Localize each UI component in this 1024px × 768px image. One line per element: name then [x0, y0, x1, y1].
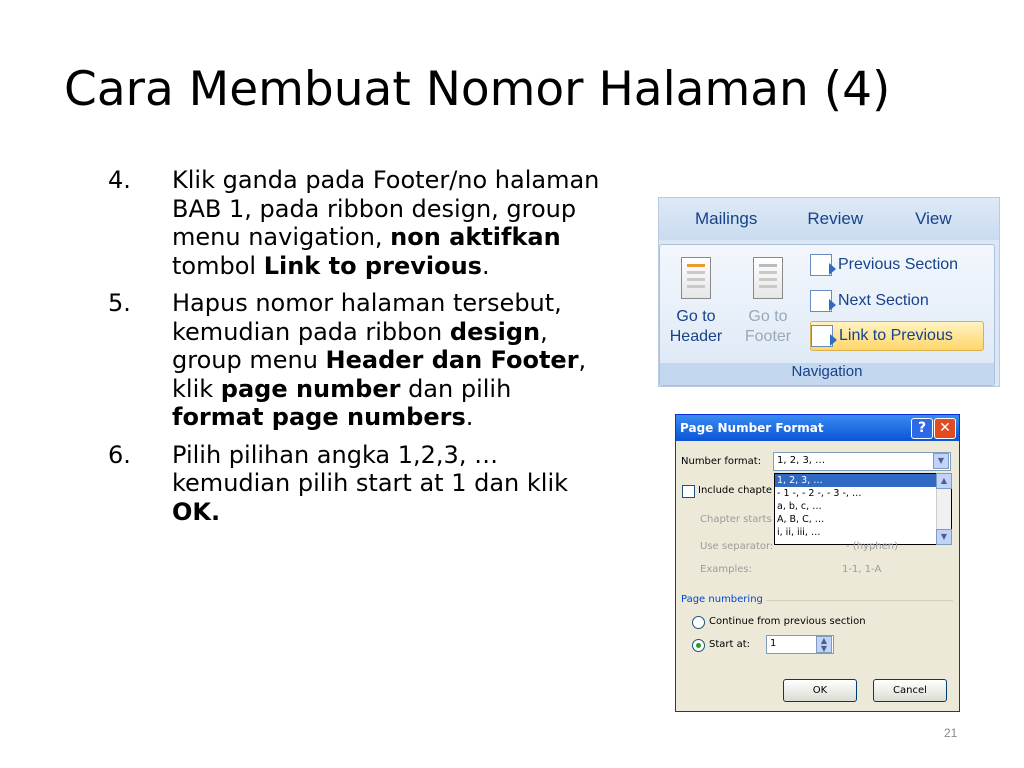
bold-text: non aktifkan [390, 223, 561, 251]
start-at-input[interactable] [766, 635, 834, 654]
spinner-icon[interactable]: ▲ ▼ [816, 636, 832, 653]
start-at-value: 1 [770, 638, 777, 649]
text-run: . [481, 251, 490, 280]
group-label: Navigation [660, 363, 994, 385]
tab-mailings[interactable]: Mailings [695, 209, 758, 228]
list-item[interactable]: a, b, c, … [777, 501, 822, 512]
examples-value: 1-1, 1-A [842, 564, 882, 575]
bold-text: design [449, 317, 541, 346]
chevron-down-icon[interactable]: ▼ [933, 453, 949, 469]
page-number-format-dialog [675, 414, 960, 712]
ribbon-tabs [659, 198, 999, 240]
list-item[interactable]: A, B, C, … [777, 514, 825, 525]
bold-text: OK. [172, 497, 221, 526]
slide-page-number: 21 [944, 726, 958, 740]
go-to-header-button[interactable] [666, 257, 726, 347]
step-text [172, 166, 608, 280]
continue-radio[interactable] [692, 616, 705, 629]
link-icon [811, 325, 833, 347]
previous-section-button[interactable] [810, 251, 982, 279]
previous-section-label: Previous Section [838, 256, 959, 273]
footer-icon [753, 257, 783, 299]
cancel-button[interactable]: Cancel [873, 679, 947, 702]
text-run: Klik ganda pada Footer/no halaman BAB 1, pada ribbon design, group menu navigation, [172, 166, 600, 251]
separator-value: - (hyphen) [846, 541, 899, 552]
tab-view[interactable]: View [915, 209, 952, 228]
examples-label: Examples: [700, 564, 752, 575]
step-item [108, 166, 608, 280]
next-section-icon [810, 290, 832, 312]
link-to-previous-label: Link to Previous [839, 327, 953, 344]
step-number: 4. [108, 166, 131, 194]
list-item[interactable]: 1, 2, 3, … [775, 474, 951, 487]
include-chapter-checkbox[interactable] [682, 485, 695, 498]
ok-button[interactable]: OK [783, 679, 857, 702]
scroll-up-icon[interactable]: ▲ [936, 473, 952, 489]
number-format-dropdown[interactable] [774, 473, 952, 545]
number-format-label: Number format: [681, 456, 762, 467]
go-to-footer-label: Go to Footer [744, 308, 792, 345]
slide-title: Cara Membuat Nomor Halaman (4) [64, 62, 891, 117]
tab-review[interactable]: Review [807, 209, 864, 228]
divider [766, 600, 953, 601]
go-to-header-label: Go to Header [669, 308, 723, 345]
dropdown-scrollbar[interactable] [936, 474, 951, 544]
number-format-value: 1, 2, 3, … [777, 455, 826, 466]
text-run: dan pilih [400, 374, 512, 403]
start-at-radio[interactable] [692, 639, 705, 652]
number-format-select[interactable] [773, 452, 951, 471]
dialog-title: Page Number Format [680, 421, 824, 435]
go-to-footer-button[interactable] [738, 257, 798, 347]
next-section-label: Next Section [838, 292, 929, 309]
text-run: , group menu [172, 317, 548, 374]
close-button[interactable]: ✕ [934, 418, 956, 439]
text-run: , klik [172, 346, 587, 403]
header-icon [681, 257, 711, 299]
chapter-starts-label: Chapter starts [700, 514, 772, 525]
dialog-titlebar [676, 415, 959, 441]
link-to-previous-button[interactable] [810, 321, 984, 351]
step-text [172, 289, 608, 432]
step-item [108, 289, 608, 432]
use-separator-label: Use separator: [700, 541, 774, 552]
bold-text: Header dan Footer [325, 346, 579, 374]
text-run: tombol [172, 251, 264, 280]
start-at-label: Start at: [709, 639, 751, 650]
text-run: Hapus nomor halaman tersebut, kemudian pada ribbon [172, 289, 562, 346]
step-text [172, 441, 608, 527]
step-number: 6. [108, 440, 131, 469]
navigation-group [659, 244, 995, 386]
list-item[interactable]: - 1 -, - 2 -, - 3 -, … [777, 488, 862, 499]
list-item[interactable]: i, ii, iii, … [777, 527, 821, 538]
include-chapter-label: Include chapte [698, 485, 772, 496]
text-run: Pilih pilihan angka 1,2,3, … kemudian pilih start at 1 dan klik [172, 440, 569, 497]
step-item [108, 441, 608, 527]
step-number: 5. [108, 289, 131, 317]
ribbon-screenshot [658, 197, 1000, 387]
scroll-down-icon[interactable]: ▼ [936, 529, 952, 545]
bold-text: page number [220, 374, 401, 403]
previous-section-icon [810, 254, 832, 276]
steps-list [108, 166, 608, 535]
help-button[interactable]: ? [911, 418, 933, 439]
next-section-button[interactable] [810, 287, 982, 315]
bold-text: format page numbers [172, 403, 466, 431]
bold-text: Link to previous [263, 251, 482, 280]
text-run: . [465, 403, 474, 431]
continue-label: Continue from previous section [709, 616, 866, 627]
page-numbering-heading: Page numbering [681, 594, 763, 605]
